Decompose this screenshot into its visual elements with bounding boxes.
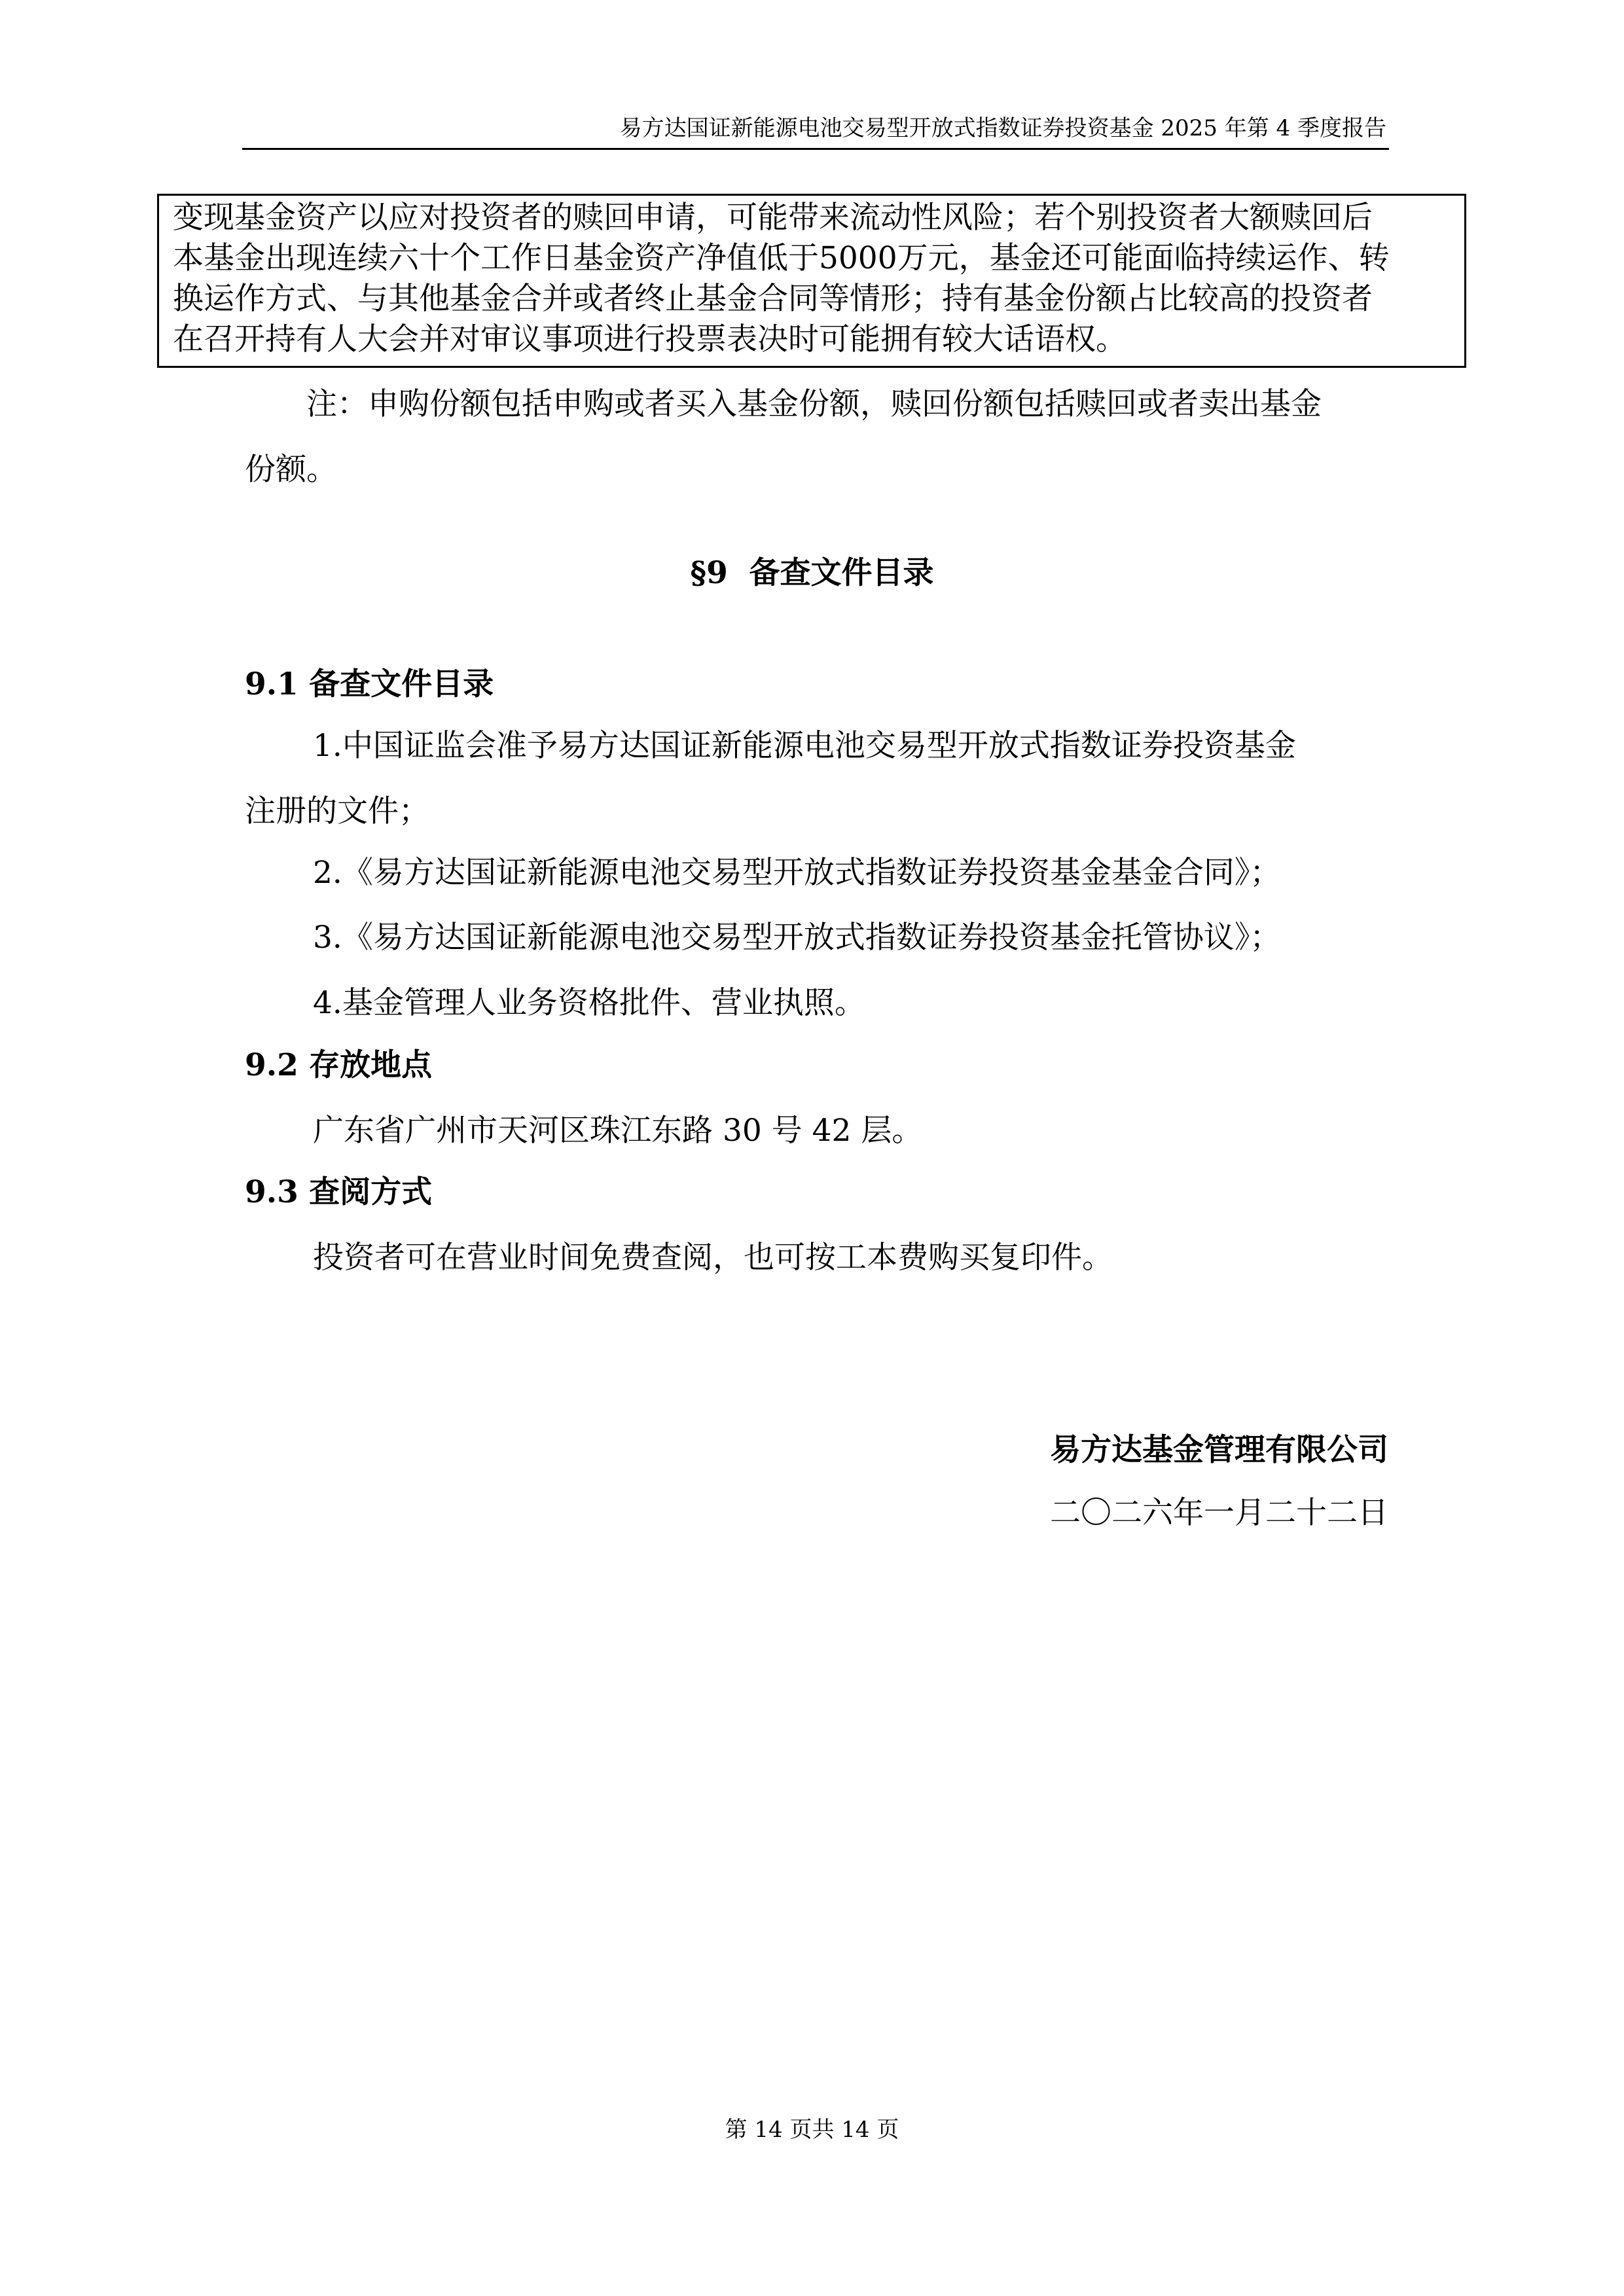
doc-item-2: 2.《易方达国证新能源电池交易型开放式指数证券投资基金基金合同》； (313, 855, 1281, 891)
risk-line-3: 换运作方式、与其他基金合并或者终止基金合同等情形；持有基金份额占比较高的投资者 (173, 281, 1373, 317)
doc-item-1-line-2: 注册的文件； (245, 793, 429, 829)
page-number: 第 14 页共 14 页 (725, 2117, 899, 2143)
note-line-2: 份额。 (245, 452, 337, 488)
doc-item-1-line-1: 1.中国证监会准予易方达国证新能源电池交易型开放式指数证券投资基金 (313, 728, 1296, 764)
heading-9-1: 9.1 备查文件目录 (245, 666, 494, 702)
signature-company: 易方达基金管理有限公司 (1050, 1432, 1388, 1468)
risk-line-1: 变现基金资产以应对投资者的赎回申请，可能带来流动性风险；若个别投资者大额赎回后 (173, 200, 1373, 236)
storage-address: 广东省广州市天河区珠江东路 30 号 42 层。 (313, 1113, 923, 1149)
section-title: §9 备查文件目录 (690, 555, 934, 591)
heading-9-2: 9.2 存放地点 (245, 1047, 433, 1083)
doc-item-4: 4.基金管理人业务资格批件、营业执照。 (313, 985, 865, 1021)
risk-line-4: 在召开持有人大会并对审议事项进行投票表决时可能拥有较大话语权。 (173, 321, 1127, 357)
heading-9-3: 9.3 查阅方式 (245, 1174, 433, 1210)
header-rule (242, 148, 1389, 150)
signature-date: 二〇二六年一月二十二日 (1050, 1495, 1388, 1531)
note-line-1: 注：申购份额包括申购或者买入基金份额，赎回份额包括赎回或者卖出基金 (306, 386, 1322, 422)
running-header: 易方达国证新能源电池交易型开放式指数证券投资基金 2025 年第 4 季度报告 (619, 115, 1386, 141)
doc-item-3: 3.《易方达国证新能源电池交易型开放式指数证券投资基金托管协议》； (313, 920, 1281, 956)
inspection-method: 投资者可在营业时间免费查阅，也可按工本费购买复印件。 (313, 1240, 1113, 1276)
risk-line-2: 本基金出现连续六十个工作日基金资产净值低于5000万元，基金还可能面临持续运作、转 (173, 240, 1390, 276)
